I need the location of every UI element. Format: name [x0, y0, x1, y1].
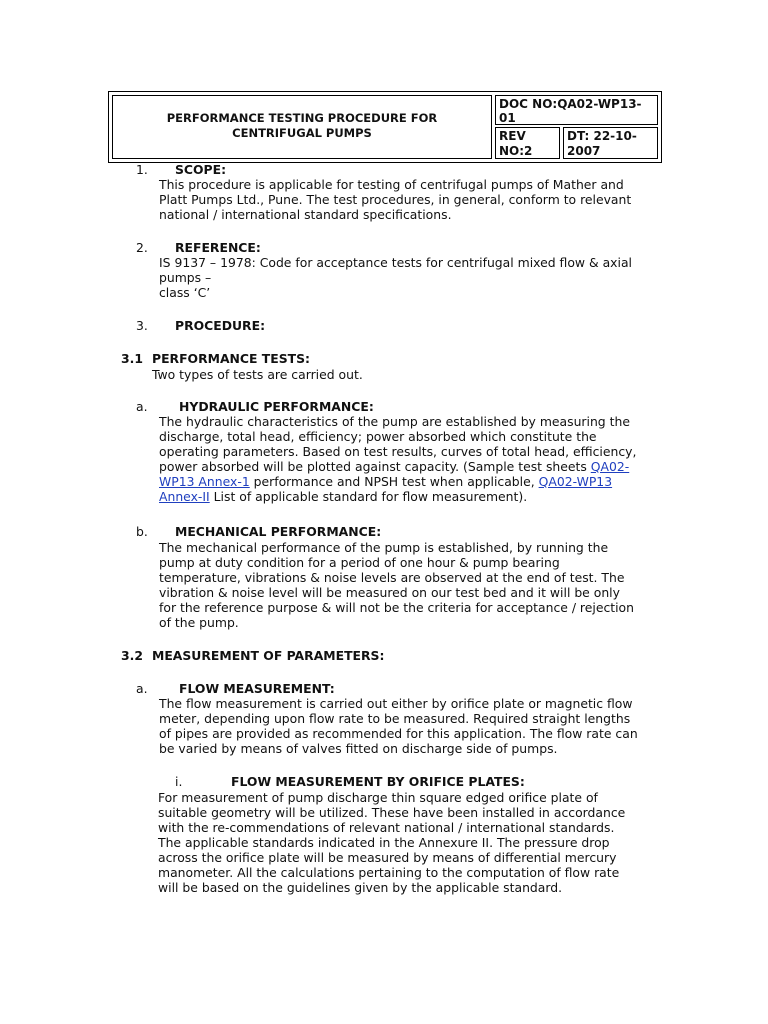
mechanical-number: b.: [136, 524, 148, 539]
revision-line-2: NO:2: [499, 144, 533, 158]
procedure-number: 3.: [136, 318, 148, 333]
mechanical-line: for the reference purpose & will not be the criteria for acceptance / rejection: [159, 600, 634, 615]
orifice-heading: FLOW MEASUREMENT BY ORIFICE PLATES:: [231, 774, 525, 789]
hydraulic-line: WP13 Annex-1 performance and NPSH test when applicable, QA02-WP13: [159, 474, 613, 489]
procedure-heading: PROCEDURE:: [175, 318, 266, 333]
flow-number: a.: [136, 681, 148, 696]
flow-line: of pipes are provided as recommended for this application. The flow rate can: [159, 726, 638, 741]
mechanical-line: temperature, vibrations & noise levels are observed at the end of test. The: [159, 570, 625, 585]
reference-line: class ‘C’: [159, 285, 211, 300]
flow-line: The flow measurement is carried out either by orifice plate or magnetic flow: [159, 696, 633, 711]
flow-body: [159, 696, 638, 756]
flow-line: be varied by means of valves fitted on discharge side of pumps.: [159, 741, 558, 756]
mechanical-body: [159, 540, 634, 630]
title-line-2: CENTRIFUGAL PUMPS: [232, 126, 372, 140]
hydraulic-line: power absorbed will be plotted against capacity. (Sample test sheets QA02-: [159, 459, 630, 474]
date-line-2: 2007: [567, 144, 601, 158]
orifice-line: will be based on the guidelines given by the applicable standard.: [158, 880, 563, 895]
annex-1-link-continued[interactable]: WP13 Annex-1: [159, 474, 250, 489]
reference-body: [159, 255, 632, 300]
doc-number-line-1: DOC NO:QA02-WP13-: [499, 97, 642, 111]
annex-2-link[interactable]: QA02-WP13: [538, 474, 613, 489]
reference-line: IS 9137 – 1978: Code for acceptance tests for centrifugal mixed flow & axial: [159, 255, 632, 270]
scope-line: This procedure is applicable for testing of centrifugal pumps of Mather and: [159, 177, 624, 192]
mechanical-line: vibration & noise level will be measured on our test bed and it will be only: [159, 585, 620, 600]
orifice-line: suitable geometry will be utilized. These have been installed in accordance: [158, 805, 626, 820]
hydraulic-heading: HYDRAULIC PERFORMANCE:: [179, 399, 374, 414]
scope-line: national / international standard specifications.: [159, 207, 452, 222]
mechanical-line: The mechanical performance of the pump is established, by running the: [159, 540, 609, 555]
mechanical-line: of the pump.: [159, 615, 239, 630]
measurement-heading: MEASUREMENT OF PARAMETERS:: [152, 648, 385, 663]
performance-tests-number: 3.1: [121, 351, 143, 366]
orifice-number: i.: [175, 774, 183, 789]
scope-body: [159, 177, 631, 222]
performance-tests-body: Two types of tests are carried out.: [152, 367, 363, 382]
hydraulic-line: operating parameters. Based on test results, curves of total head, efficiency,: [159, 444, 637, 459]
annex-2-link-continued[interactable]: Annex-II: [159, 489, 210, 504]
flow-heading: FLOW MEASUREMENT:: [179, 681, 335, 696]
measurement-number: 3.2: [121, 648, 143, 663]
scope-line: Platt Pumps Ltd., Pune. The test procedures, in general, conform to relevant: [159, 192, 632, 207]
scope-heading: SCOPE:: [175, 162, 227, 177]
hydraulic-line: Annex-II List of applicable standard for flow measurement).: [159, 489, 528, 504]
reference-heading: REFERENCE:: [175, 240, 261, 255]
mechanical-heading: MECHANICAL PERFORMANCE:: [175, 524, 382, 539]
flow-line: meter, depending upon flow rate to be measured. Required straight lengths: [159, 711, 631, 726]
title-line-1: PERFORMANCE TESTING PROCEDURE FOR: [166, 111, 438, 125]
hydraulic-number: a.: [136, 399, 148, 414]
orifice-line: across the orifice plate will be measured by means of differential mercury: [158, 850, 617, 865]
orifice-line: For measurement of pump discharge thin square edged orifice plate of: [158, 790, 598, 805]
performance-tests-heading: PERFORMANCE TESTS:: [152, 351, 310, 366]
reference-number: 2.: [136, 240, 148, 255]
mechanical-line: pump at duty condition for a period of one hour & pump bearing: [159, 555, 560, 570]
hydraulic-line: The hydraulic characteristics of the pump are established by measuring the: [159, 414, 630, 429]
document-title: [112, 111, 492, 141]
date-line-1: DT: 22-10-: [567, 129, 637, 143]
revision-line-1: REV: [499, 129, 526, 143]
reference-line: pumps –: [159, 270, 212, 285]
orifice-body: [158, 790, 625, 895]
orifice-line: with the re-commendations of relevant national / international standards.: [158, 820, 615, 835]
revision-cell: [495, 127, 560, 159]
hydraulic-body: [159, 414, 636, 504]
orifice-line: manometer. All the calculations pertaining to the computation of flow rate: [158, 865, 620, 880]
orifice-line: The applicable standards indicated in the Annexure II. The pressure drop: [158, 835, 610, 850]
doc-number-line-2: 01: [499, 111, 516, 125]
annex-1-link[interactable]: QA02-: [590, 459, 630, 474]
hydraulic-line: discharge, total head, efficiency; power absorbed which constitute the: [159, 429, 597, 444]
doc-number-cell: [495, 95, 658, 125]
scope-number: 1.: [136, 162, 148, 177]
date-cell: [563, 127, 658, 159]
